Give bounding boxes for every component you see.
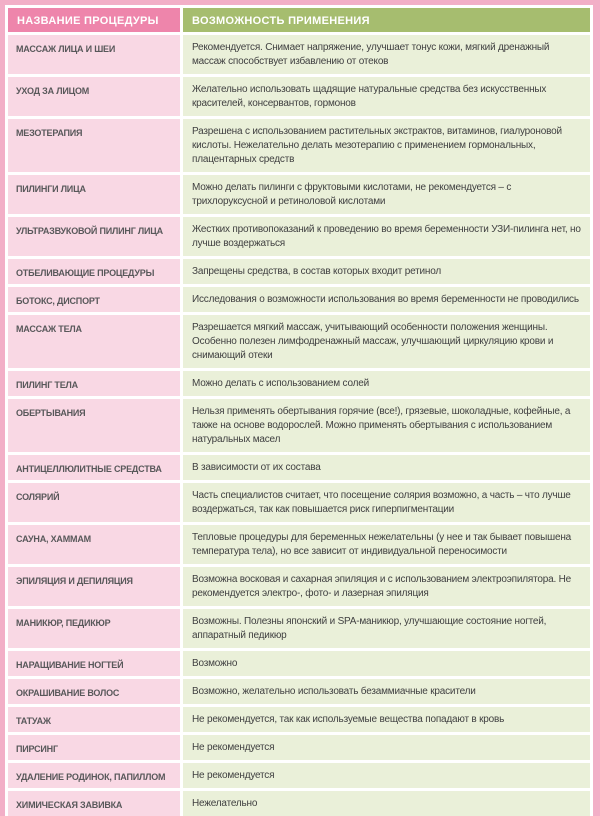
procedure-name-cell: МАССАЖ ТЕЛА bbox=[8, 315, 180, 368]
applicability-cell: Желательно использовать щадящие натуральные средства без искусственных красителей, консервантов, гормонов bbox=[183, 77, 590, 116]
table-row bbox=[8, 455, 590, 480]
table-row bbox=[8, 175, 590, 214]
table-row bbox=[8, 679, 590, 704]
column-header-applicability: ВОЗМОЖНОСТЬ ПРИМЕНЕНИЯ bbox=[183, 8, 590, 32]
table-row bbox=[8, 567, 590, 606]
table-row bbox=[8, 287, 590, 312]
procedure-name-cell: СОЛЯРИЙ bbox=[8, 483, 180, 522]
column-header-procedure: НАЗВАНИЕ ПРОЦЕДУРЫ bbox=[8, 8, 180, 32]
table-row bbox=[8, 259, 590, 284]
procedure-name-cell: ЭПИЛЯЦИЯ И ДЕПИЛЯЦИЯ bbox=[8, 567, 180, 606]
applicability-cell: В зависимости от их состава bbox=[183, 455, 590, 480]
procedure-name-cell: АНТИЦЕЛЛЮЛИТНЫЕ СРЕДСТВА bbox=[8, 455, 180, 480]
applicability-cell: Не рекомендуется bbox=[183, 735, 590, 760]
procedure-name-cell: ХИМИЧЕСКАЯ ЗАВИВКА bbox=[8, 791, 180, 816]
table-row bbox=[8, 609, 590, 648]
applicability-cell: Возможно, желательно использовать безаммиачные красители bbox=[183, 679, 590, 704]
table-row bbox=[8, 35, 590, 74]
applicability-cell: Не рекомендуется, так как используемые вещества попадают в кровь bbox=[183, 707, 590, 732]
table-row bbox=[8, 77, 590, 116]
procedure-name-cell: ОКРАШИВАНИЕ ВОЛОС bbox=[8, 679, 180, 704]
table-row bbox=[8, 525, 590, 564]
procedure-name-cell: МАССАЖ ЛИЦА И ШЕИ bbox=[8, 35, 180, 74]
procedures-table bbox=[5, 5, 593, 816]
procedure-name-cell: ТАТУАЖ bbox=[8, 707, 180, 732]
table-row bbox=[8, 399, 590, 452]
table-row bbox=[8, 371, 590, 396]
procedure-name-cell: ПИРСИНГ bbox=[8, 735, 180, 760]
table-row bbox=[8, 651, 590, 676]
applicability-cell: Тепловые процедуры для беременных нежелательны (у нее и так бывает повышена температура тела), но все зависит от индивидуальной переносимости bbox=[183, 525, 590, 564]
applicability-cell: Нежелательно bbox=[183, 791, 590, 816]
applicability-cell: Разрешается мягкий массаж, учитывающий особенности положения женщины. Особенно полезен лимфодренажный массаж, улучшающий циркуляцию крови и снимающий отеки bbox=[183, 315, 590, 368]
applicability-cell: Рекомендуется. Снимает напряжение, улучшает тонус кожи, мягкий дренажный массаж способствует избавлению от отеков bbox=[183, 35, 590, 74]
table-row bbox=[8, 707, 590, 732]
table-row bbox=[8, 119, 590, 172]
procedure-name-cell: МАНИКЮР, ПЕДИКЮР bbox=[8, 609, 180, 648]
procedure-name-cell: НАРАЩИВАНИЕ НОГТЕЙ bbox=[8, 651, 180, 676]
table-body bbox=[8, 35, 590, 816]
procedure-name-cell: ОБЕРТЫВАНИЯ bbox=[8, 399, 180, 452]
procedure-name-cell: МЕЗОТЕРАПИЯ bbox=[8, 119, 180, 172]
applicability-cell: Запрещены средства, в состав которых входит ретинол bbox=[183, 259, 590, 284]
procedure-name-cell: БОТОКС, ДИСПОРТ bbox=[8, 287, 180, 312]
applicability-cell: Исследования о возможности использования во время беременности не проводились bbox=[183, 287, 590, 312]
applicability-cell: Не рекомендуется bbox=[183, 763, 590, 788]
procedure-name-cell: ОТБЕЛИВАЮЩИЕ ПРОЦЕДУРЫ bbox=[8, 259, 180, 284]
procedure-name-cell: УДАЛЕНИЕ РОДИНОК, ПАПИЛЛОМ bbox=[8, 763, 180, 788]
applicability-cell: Разрешена с использованием растительных экстрактов, витаминов, гиалуроновой кислоты. Нежелательно делать мезотерапию с применением гормональных, плацентарных средств bbox=[183, 119, 590, 172]
table-row bbox=[8, 315, 590, 368]
table-row bbox=[8, 217, 590, 256]
procedure-name-cell: ПИЛИНГИ ЛИЦА bbox=[8, 175, 180, 214]
applicability-cell: Жестких противопоказаний к проведению во время беременности УЗИ-пилинга нет, но лучше воздержаться bbox=[183, 217, 590, 256]
table-row bbox=[8, 483, 590, 522]
applicability-cell: Возможны. Полезны японский и SPA-маникюр, улучшающие состояние ногтей, аппаратный педикюр bbox=[183, 609, 590, 648]
procedure-name-cell: УЛЬТРАЗВУКОВОЙ ПИЛИНГ ЛИЦА bbox=[8, 217, 180, 256]
applicability-cell: Можно делать с использованием солей bbox=[183, 371, 590, 396]
applicability-cell: Нельзя применять обертывания горячие (все!), грязевые, шоколадные, кофейные, а также на основе водорослей. Можно применять обертывания с использованием натуральных масел bbox=[183, 399, 590, 452]
applicability-cell: Возможна восковая и сахарная эпиляция и с использованием электроэпилятора. Не рекомендуется электро-, фото- и лазерная эпиляция bbox=[183, 567, 590, 606]
procedure-name-cell: ПИЛИНГ ТЕЛА bbox=[8, 371, 180, 396]
table-row bbox=[8, 735, 590, 760]
header-row bbox=[8, 8, 590, 32]
table-row bbox=[8, 791, 590, 816]
applicability-cell: Возможно bbox=[183, 651, 590, 676]
procedure-name-cell: САУНА, ХАММАМ bbox=[8, 525, 180, 564]
applicability-cell: Часть специалистов считает, что посещение солярия возможно, а часть – что лучше воздержаться, так как повышается риск гиперпигментации bbox=[183, 483, 590, 522]
procedure-name-cell: УХОД ЗА ЛИЦОМ bbox=[8, 77, 180, 116]
applicability-cell: Можно делать пилинги с фруктовыми кислотами, не рекомендуется – с трихлоруксусной и ретиноловой кислотами bbox=[183, 175, 590, 214]
table-row bbox=[8, 763, 590, 788]
